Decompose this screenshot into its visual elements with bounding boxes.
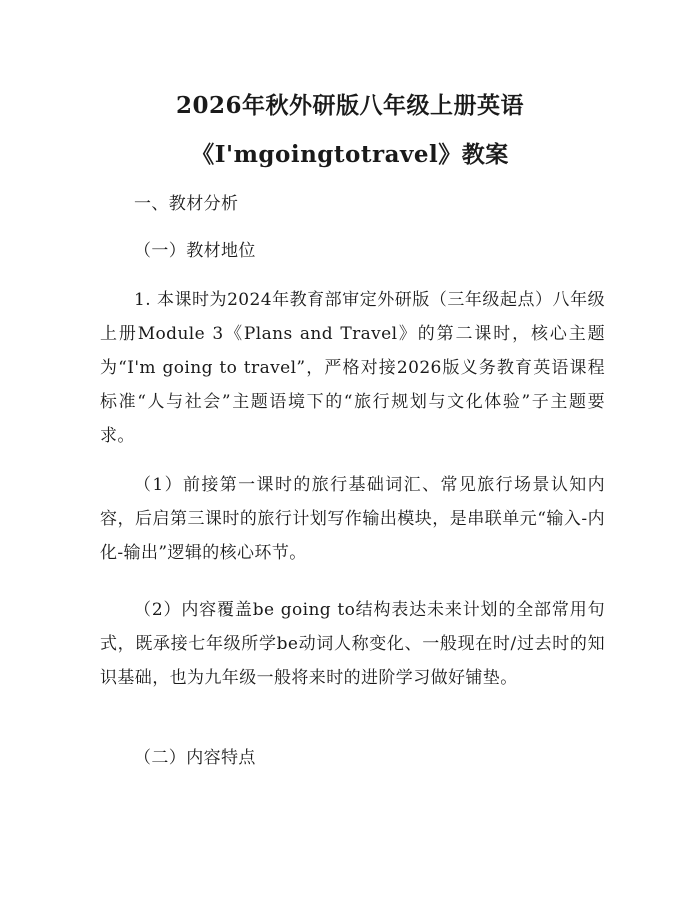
subsection-heading-textbook-position: （一）教材地位 [134,241,256,261]
subsection-heading-content-features: （二）内容特点 [134,748,256,768]
section-heading-textbook-analysis: 一、教材分析 [134,194,239,214]
paragraph-lesson-connection: （1）前接第一课时的旅行基础词汇、常见旅行场景认知内容，后启第三课时的旅行计划写作输出模块，是串联单元“输入-内化-输出”逻辑的核心环节。 [100,475,605,563]
paragraph-lesson-overview: 1. 本课时为2024年教育部审定外研版（三年级起点）八年级上册Module 3《Plans and Travel》的第二课时，核心主题为“I'm going to travel”，严格对接2026版义务教育英语课程标准“人与社会”主题语境下的“旅行规划与文化体验”子主题要求。 [100,290,605,446]
document-title-line2: 《I'mgoingtotravel》教案 [191,141,509,168]
paragraph-content-coverage: （2）内容覆盖be going to结构表达未来计划的全部常用句式，既承接七年级所学be动词人称变化、一般现在时/过去时的知识基础，也为九年级一般将来时的进阶学习做好铺垫。 [100,600,605,688]
document-title-line1: 2026年秋外研版八年级上册英语 [175,92,524,119]
